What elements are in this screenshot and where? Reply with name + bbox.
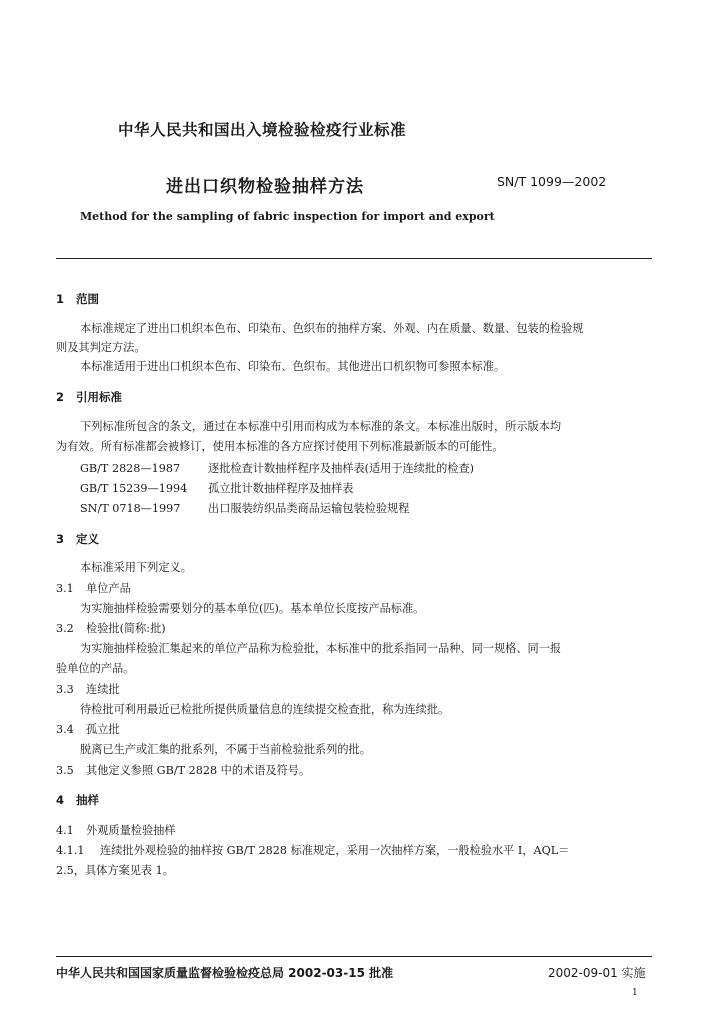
section-number: 2	[56, 390, 65, 404]
section-4-heading	[56, 792, 99, 808]
clause-4-1-1-line-1	[56, 842, 569, 858]
header-divider	[56, 258, 652, 259]
clause-4-1-heading	[56, 822, 176, 838]
reference-code: GB/T 2828—1987	[80, 462, 181, 475]
reference-code: GB/T 15239—1994	[80, 482, 188, 495]
clause-number: 3.4	[56, 723, 74, 736]
definition-3-5	[56, 762, 310, 778]
clause-number: 3.3	[56, 683, 74, 696]
reference-title: 孤立批计数抽样程序及抽样表	[208, 482, 354, 495]
section-1-para-1-line-1: 本标准规定了进出口机织本色布、印染布、色织布的抽样方案、外观、内在质量、数量、包装的检验规	[80, 322, 584, 335]
section-1-para-1-line-2: 则及其判定方法。	[56, 341, 146, 354]
definition-term: 孤立批	[86, 723, 120, 736]
industry-standard-heading: 中华人民共和国出入境检验检疫行业标准	[118, 121, 407, 139]
definition-text: 其他定义参照 GB/T 2828 中的术语及符号。	[86, 764, 311, 777]
section-number: 3	[56, 532, 65, 546]
section-1-heading	[56, 291, 99, 307]
reference-title: 出口服装纺织品类商品运输包装检验规程	[208, 502, 410, 515]
clause-4-1-1-line-2: 2.5，具体方案见表 1。	[56, 864, 174, 877]
english-title: Method for the sampling of fabric inspection for import and export	[80, 210, 495, 223]
reference-code: SN/T 0718—1997	[80, 502, 181, 515]
definition-3-4-heading	[56, 721, 120, 737]
reference-title: 逐批检查计数抽样程序及抽样表(适用于连续批的检查)	[208, 462, 475, 475]
section-number: 1	[56, 292, 65, 306]
definition-3-3-text: 待检批可利用最近已检批所提供质量信息的连续提交检查批，称为连续批。	[80, 703, 450, 716]
definition-term: 单位产品	[86, 582, 131, 595]
document-title: 进出口织物检验抽样方法	[166, 177, 364, 197]
clause-text: 连续批外观检验的抽样按 GB/T 2828 标准规定，采用一次抽样方案，一般检验水平 Ⅰ，AQL＝	[100, 844, 570, 857]
reference-item	[80, 460, 474, 476]
section-2-para-line-1: 下列标准所包含的条文，通过在本标准中引用而构成为本标准的条文。本标准出版时，所示版本均	[80, 420, 562, 433]
section-title: 范围	[76, 292, 99, 306]
page-number: 1	[632, 988, 638, 998]
reference-item	[80, 500, 409, 516]
definition-3-1-text: 为实施抽样检验需要划分的基本单位(匹)。基本单位长度按产品标准。	[80, 602, 425, 615]
standard-number: SN/T 1099—2002	[497, 174, 607, 189]
section-3-intro: 本标准采用下列定义。	[80, 561, 192, 574]
section-number: 4	[56, 793, 65, 807]
implementation-date: 2002-09-01 实施	[548, 966, 646, 980]
definition-3-1-heading	[56, 580, 131, 596]
section-title: 抽样	[76, 793, 99, 807]
reference-item	[80, 480, 353, 496]
section-3-heading	[56, 531, 99, 547]
clause-number: 3.5	[56, 764, 74, 777]
section-2-heading	[56, 389, 122, 405]
clause-number: 4.1.1	[56, 844, 85, 857]
clause-number: 3.2	[56, 622, 74, 635]
definition-term: 检验批(简称:批)	[86, 622, 166, 635]
definition-3-2-heading	[56, 620, 166, 636]
section-1-para-2: 本标准适用于进出口机织本色布、印染布、色织布。其他进出口机织物可参照本标准。	[80, 360, 506, 373]
issued-by: 中华人民共和国国家质量监督检验检疫总局 2002-03-15 批准	[56, 966, 394, 980]
definition-term: 连续批	[86, 683, 120, 696]
clause-number: 4.1	[56, 824, 74, 837]
section-title: 引用标准	[76, 390, 122, 404]
section-title: 定义	[76, 532, 99, 546]
definition-3-2-text-line-1: 为实施抽样检验汇集起来的单位产品称为检验批，本标准中的批系指同一品种、同一规格、同一报	[80, 642, 562, 655]
section-2-para-line-2: 为有效。所有标准都会被修订，使用本标准的各方应探讨使用下列标准最新版本的可能性。	[56, 440, 504, 453]
definition-3-3-heading	[56, 681, 120, 697]
clause-title: 外观质量检验抽样	[86, 824, 176, 837]
footer-divider	[56, 956, 652, 957]
definition-3-2-text-line-2: 验单位的产品。	[56, 662, 135, 675]
definition-3-4-text: 脱离已生产或汇集的批系列，不属于当前检验批系列的批。	[80, 743, 371, 756]
clause-number: 3.1	[56, 582, 74, 595]
